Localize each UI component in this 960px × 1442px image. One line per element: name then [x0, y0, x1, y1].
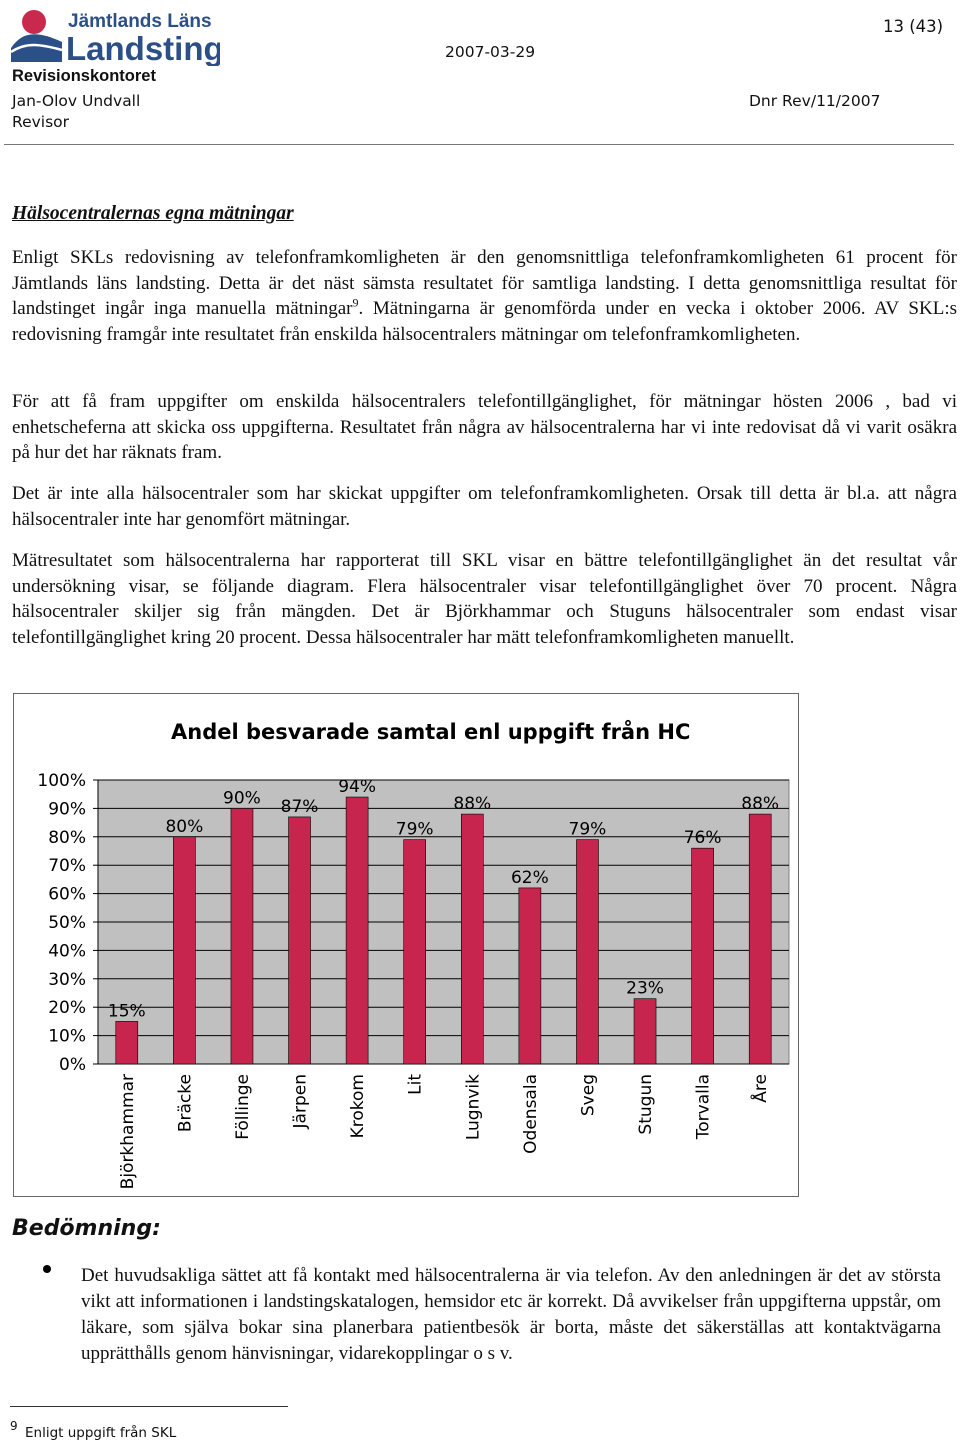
y-tick-label: 60% [48, 884, 86, 905]
logo-line2: Landsting [66, 30, 220, 66]
category-label: Bräcke [175, 1074, 196, 1133]
logo-line1: Jämtlands Läns [68, 11, 212, 32]
bar-torvalla [692, 848, 714, 1064]
category-label: Odensala [520, 1074, 541, 1154]
assessment-bullet: Det huvudsakliga sättet att få kontakt med hälsocentralerna är via telefon. Av den anledningen är det av största vikt att informationen i landstingskatalogen, hemsidor etc är korrekt. Då avvikelser från uppgifterna uppstår, om läkare, som själva bokar sina planerbara patientbesök är borta, måste det säkerställas att kontaktvägarna upprätthålls genom hänvisningar, vidarekopplingar o s v. [81, 1265, 941, 1364]
y-tick-label: 80% [48, 827, 86, 848]
y-tick-label: 70% [48, 856, 86, 877]
y-tick-label: 90% [48, 799, 86, 820]
header-divider [4, 144, 954, 145]
bar-lugnvik [461, 814, 483, 1064]
y-tick-label: 0% [59, 1055, 86, 1075]
data-label: 94% [338, 777, 377, 798]
y-tick-label: 30% [48, 969, 86, 990]
footnote-ref[interactable]: 9 [352, 295, 359, 310]
data-label: 90% [223, 788, 261, 809]
bar-föllinge [231, 808, 253, 1064]
assessment-heading: Bedömning: [12, 1216, 161, 1241]
category-label: Åre [751, 1074, 772, 1103]
bar-sveg [576, 840, 598, 1064]
author-role: Revisor [12, 113, 70, 131]
paragraph-2: För att få fram uppgifter om enskilda hälsocentralers telefontillgänglighet, för mätningar hösten 2006 , bad vi enhetscheferna att skicka oss uppgifterna. Resultatet från några av hälsocentralerna har vi inte redovisat då vi varit osäkra på hur det har räknats fram. [12, 391, 957, 464]
category-label: Krokom [348, 1074, 369, 1139]
bar-chart-svg [14, 694, 798, 1196]
category-label: Lugnvik [463, 1074, 484, 1141]
y-tick-label: 50% [48, 913, 86, 933]
data-label: 15% [107, 1001, 146, 1022]
paragraph-3: Det är inte alla hälsocentraler som har skickat uppgifter om telefonframkomligheten. Orsak till detta är bl.a. att några hälsocentraler inte har genomfört mätningar. [12, 483, 957, 530]
data-label: 88% [453, 794, 492, 815]
data-label: 23% [626, 978, 664, 999]
paragraph-1: Enligt SKLs redovisning av telefonframkomligheten är den genomsnittliga telefonframkomligheten 61 procent för Jämtlands läns landsting. Detta är det näst sämsta resultatet för samtliga landsting. I detta genomsnittliga resultat för landstinget ingår inga manuella mätningar$^9$. Mätningarna är genomförda under en vecka i oktober 2006. AV SKL:s redovisning framgår inte resultatet från enskilda hälsocentralers mätningar om telefonframkomligheten. [12, 247, 957, 345]
category-label: Björkhammar [117, 1074, 138, 1190]
chart-title: Andel besvarade samtal enl uppgift från HC [171, 720, 691, 744]
category-label: Stugun [636, 1074, 657, 1135]
logo-graphic [10, 2, 220, 66]
data-label: 80% [165, 816, 204, 837]
footnote-divider [10, 1406, 288, 1407]
department: Revisionskontoret [12, 67, 156, 85]
data-label: 88% [741, 794, 780, 815]
bar-krokom [346, 797, 368, 1064]
bar-chart [13, 693, 799, 1197]
category-label: Lit [405, 1074, 426, 1095]
bar-odensala [519, 888, 541, 1064]
page-number: 13 (43) [883, 17, 944, 36]
category-label: Järpen [290, 1074, 311, 1129]
y-tick-label: 100% [37, 771, 86, 791]
category-label: Torvalla [693, 1074, 714, 1140]
bar-björkhammar [116, 1021, 138, 1064]
footnote-text: Enligt uppgift från SKL [25, 1425, 177, 1441]
data-label: 79% [395, 819, 434, 840]
category-label: Föllinge [232, 1074, 253, 1140]
category-label: Sveg [578, 1074, 599, 1117]
bar-lit [404, 840, 426, 1064]
bar-åre [749, 814, 771, 1064]
footnote-number: 9 [10, 1419, 18, 1433]
data-label: 76% [683, 828, 722, 849]
document-date: 2007-03-29 [445, 43, 536, 61]
section-heading: Hälsocentralernas egna mätningar [12, 203, 294, 224]
y-tick-label: 40% [48, 941, 86, 962]
paragraph-4: Mätresultatet som hälsocentralerna har rapporterat till SKL visar en bättre telefontillgänglighet än det resultat vår undersökning visar, se följande diagram. Flera hälsocentraler visar telefontillgänglighet över 70 procent. Några hälsocentraler skiljer sig från mängden. Det är Björkhammar och Stuguns hälsocentraler som endast visar telefontillgänglighet kring 20 procent. Dessa hälsocentraler har mätt telefonframkomligheten manuellt. [12, 550, 957, 648]
data-label: 79% [568, 819, 607, 840]
bar-järpen [289, 817, 311, 1064]
author-name: Jan-Olov Undvall [12, 92, 141, 110]
data-label: 87% [280, 796, 319, 817]
logo [10, 2, 220, 66]
y-tick-label: 10% [48, 1026, 86, 1047]
bar-stugun [634, 999, 656, 1064]
logo-sun-icon [22, 10, 46, 34]
y-tick-label: 20% [48, 998, 86, 1019]
reference-number: Dnr Rev/11/2007 [749, 92, 881, 110]
bullet-icon [42, 1263, 52, 1273]
bar-bräcke [173, 837, 195, 1064]
data-label: 62% [510, 867, 549, 888]
